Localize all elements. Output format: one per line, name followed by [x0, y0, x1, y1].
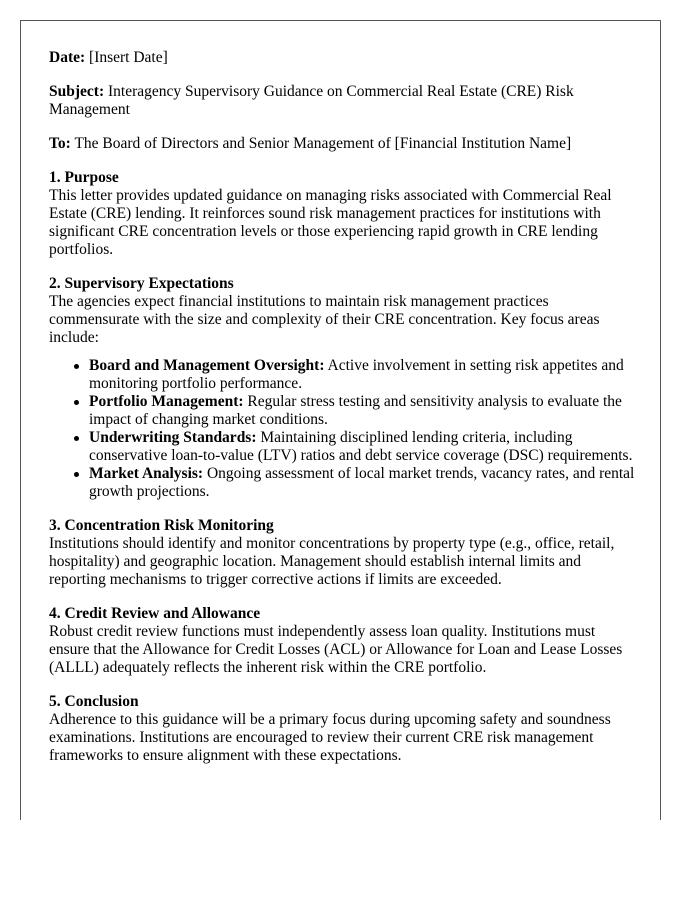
list-item-term: Underwriting Standards:	[89, 429, 257, 446]
section-heading: 1. Purpose	[49, 169, 119, 186]
bullet-icon	[74, 364, 79, 369]
section-heading: 3. Concentration Risk Monitoring	[49, 517, 274, 534]
to-value: The Board of Directors and Senior Management of [Financial Institution Name]	[74, 135, 572, 152]
list-item	[89, 429, 639, 465]
list-item	[89, 357, 639, 393]
section-heading: 2. Supervisory Expectations	[49, 275, 234, 292]
list-item-term: Board and Management Oversight:	[89, 357, 325, 374]
section-heading: 5. Conclusion	[49, 693, 139, 710]
section-expectations	[49, 275, 639, 347]
letter-content	[49, 49, 639, 781]
bullet-icon	[74, 436, 79, 441]
section-credit-review	[49, 605, 639, 677]
section-concentration	[49, 517, 639, 589]
list-item	[89, 393, 639, 429]
date-value: [Insert Date]	[89, 49, 168, 66]
date-line	[49, 49, 639, 67]
section-body: The agencies expect financial institutions to maintain risk management practices commensurate with the size and complexity of their CRE concentration. Key focus areas include:	[49, 293, 600, 346]
list-item-text: Maintaining disciplined lending criteria, including conservative loan-to-value (LTV) ratios and debt service coverage (DSC) requirements.	[89, 429, 633, 464]
subject-line	[49, 83, 639, 119]
date-label: Date:	[49, 49, 86, 66]
bullet-icon	[74, 472, 79, 477]
to-line	[49, 135, 639, 153]
to-label: To:	[49, 135, 71, 152]
section-body: Institutions should identify and monitor concentrations by property type (e.g., office, retail, hospitality) and geographic location. Management should establish internal limits and reporting mechanisms to trigger corrective actions if limits are exceeded.	[49, 535, 615, 588]
subject-label: Subject:	[49, 83, 105, 100]
list-item-text: Ongoing assessment of local market trends, vacancy rates, and rental growth projections.	[89, 465, 635, 500]
focus-areas-list	[49, 357, 639, 501]
section-purpose	[49, 169, 639, 259]
list-item-term: Market Analysis:	[89, 465, 204, 482]
section-heading: 4. Credit Review and Allowance	[49, 605, 261, 622]
list-item-text: Regular stress testing and sensitivity analysis to evaluate the impact of changing market conditions.	[89, 393, 622, 428]
letter-page	[20, 20, 661, 820]
list-item-term: Portfolio Management:	[89, 393, 244, 410]
subject-value: Interagency Supervisory Guidance on Commercial Real Estate (CRE) Risk Management	[49, 83, 574, 118]
bullet-icon	[74, 400, 79, 405]
list-item-text: Active involvement in setting risk appetites and monitoring portfolio performance.	[89, 357, 624, 392]
section-body: This letter provides updated guidance on managing risks associated with Commercial Real Estate (CRE) lending. It reinforces sound risk management practices for institutions with significant CRE concentration levels or those experiencing rapid growth in CRE lending portfolios.	[49, 187, 612, 258]
section-body: Robust credit review functions must independently assess loan quality. Institutions must ensure that the Allowance for Credit Losses (ACL) or Allowance for Loan and Lease Losses (ALLL) adequately reflects the inherent risk within the CRE portfolio.	[49, 623, 623, 676]
list-item	[89, 465, 639, 501]
section-body: Adherence to this guidance will be a primary focus during upcoming safety and soundness examinations. Institutions are encouraged to review their current CRE risk management frameworks to ensure alignment with these expectations.	[49, 711, 611, 764]
section-conclusion	[49, 693, 639, 765]
